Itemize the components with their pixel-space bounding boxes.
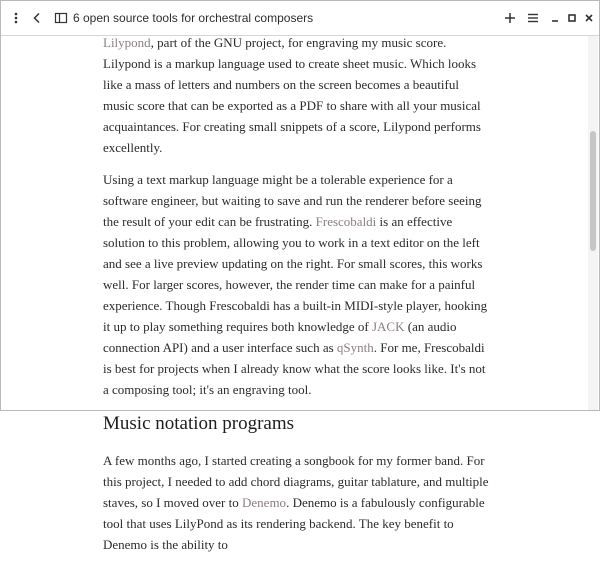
jack-link[interactable]: JACK [371,319,405,334]
hamburger-icon[interactable] [524,9,542,27]
lilypond-link[interactable]: Lilypond [103,35,151,50]
paragraph-text: (an audio connection API) and a user interface such as [103,319,457,355]
title-bar [1,1,599,36]
paragraph-text: . For me, Frescobaldi is best for projects when I already know what the score looks like. It's not a composing tool; it's an engraving tool. [103,340,486,397]
paragraph [103,450,491,555]
scrollbar[interactable] [588,36,598,410]
denemo-link[interactable]: Denemo [242,495,287,510]
paragraph [103,169,491,400]
close-icon[interactable] [580,9,598,27]
paragraph-text: is an effective solution to this problem, allowing you to work in a text editor on the left and see a live preview updating on the right. For small scores, this works well. For larger scores, however, the render time can make for a painful experience. Though Frescobaldi has a built-in MIDI-style player, hooking it up to play something requires both knowledge of [103,214,488,334]
paragraph-text: . Denemo is a fabulously configurable tool that uses LilyPond as its rendering backend. The key benefit to Denemo is the ability to [103,495,485,552]
maximize-icon[interactable] [563,9,581,27]
reader-content [1,35,587,552]
paragraph-text: A few months ago, I started creating a songbook for my former band. For this project, I needed to add chord diagrams, guitar tablature, and multiple staves, so I moved over to [103,453,489,510]
window-title: 6 open source tools for orchestral composers [73,11,314,25]
article-body [103,32,491,566]
paragraph [103,32,491,158]
plus-icon[interactable] [501,9,519,27]
chevron-left-icon[interactable] [28,9,46,27]
book-icon[interactable] [52,9,70,27]
scrollbar-thumb[interactable] [590,131,596,251]
paragraph-text: , part of the GNU project, for engraving my music score. Lilypond is a markup language used to create sheet music. Which looks like a mass of letters and numbers on the screen becomes a beautiful music score that can be exported as a PDF to share with all your musical acquaintances. For creating small snippets of a score, Lilypond performs excellently. [103,35,481,155]
section-heading: Music notation programs [103,413,295,434]
qsynth-link[interactable]: qSynth [336,340,374,355]
frescobaldi-link[interactable]: Frescobaldi [315,214,377,229]
vertical-dots-icon[interactable] [7,9,25,27]
paragraph-text: Using a text markup language might be a tolerable experience for a software engineer, but waiting to save and run the renderer before seeing the result of your edit can be frustrating. [103,172,482,229]
minimize-icon[interactable] [546,9,564,27]
